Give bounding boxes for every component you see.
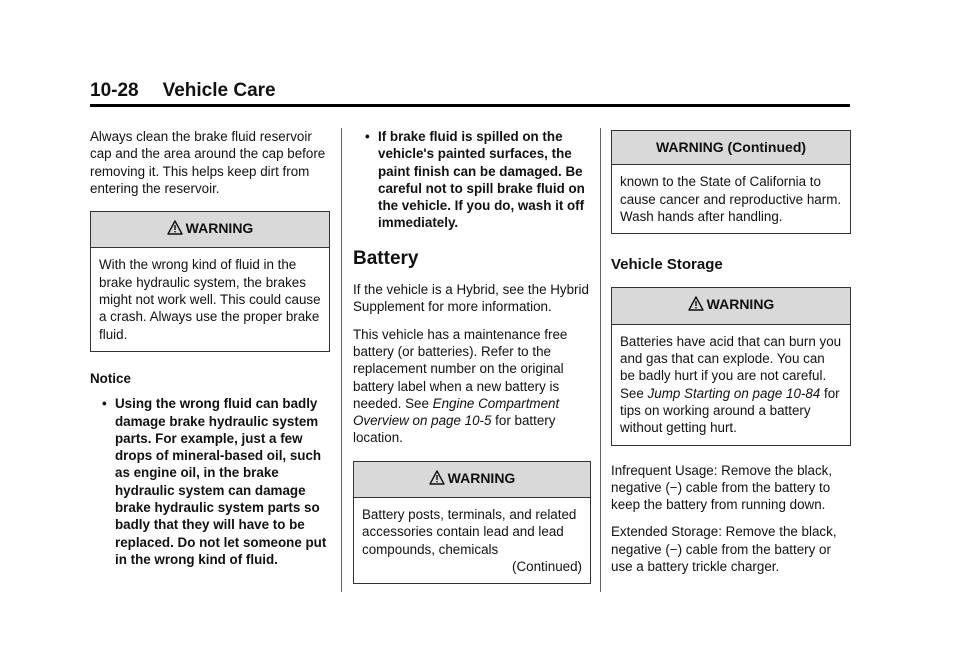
warning-box-brake-fluid [90, 211, 330, 352]
warning-title: WARNING [185, 220, 254, 237]
warning-body: Battery posts, terminals, and related accessories contain lead and lead compounds, chemicals [362, 507, 577, 557]
warning-header [91, 212, 329, 248]
bullet-icon: • [365, 129, 370, 144]
notice-bullet [90, 395, 330, 568]
column-2 [353, 128, 591, 600]
warning-body: Batteries have acid that can burn you and gas that can explode. You can be badly hurt if you are not careful. See Jump Starting on page 10-84 for tips on working around a battery without getting hurt. [620, 333, 842, 436]
bullet-icon: • [102, 396, 107, 412]
warning-header [354, 462, 590, 498]
warning-title: WARNING [447, 469, 516, 486]
column-divider [341, 128, 342, 592]
notice-title: Notice [90, 370, 131, 386]
column-3 [611, 128, 851, 585]
warning-continued-body: known to the State of California to cause cancer and reproductive harm. Wash hands after handling. [620, 174, 842, 224]
warning-body: With the wrong kind of fluid in the brake hydraulic system, the brakes might not work well. This could cause a crash. Always use the proper brake fluid. [99, 257, 321, 342]
engine-compartment-link[interactable]: Engine Compartment Overview on page 10-5 [353, 395, 560, 429]
warning-title: WARNING [706, 296, 775, 313]
warning-icon [688, 296, 704, 315]
page-number: 10-28 [90, 80, 139, 101]
spill-bullet [353, 128, 591, 232]
continued-label: (Continued) [512, 558, 582, 574]
warning-box-battery-lead [353, 461, 591, 584]
battery-paragraph-2: This vehicle has a maintenance free battery (or batteries). Refer to the replacement number on the original battery label when a new battery is needed. See Engine Compartment Overview on page 10-5 for battery location. [353, 326, 568, 446]
vehicle-storage-heading: Vehicle Storage [611, 256, 723, 274]
header-rule [90, 104, 850, 107]
spill-bullet-text: If brake fluid is spilled on the vehicle's painted surfaces, the paint finish can be damaged. Be careful not to spill brake fluid on the vehicle. If you do, wash it off immediately. [378, 129, 585, 231]
warning-icon [167, 220, 183, 239]
warning-box-continued [611, 130, 851, 234]
intro-paragraph: Always clean the brake fluid reservoir cap and the area around the cap before removing it. This helps keep dirt from entering the reservoir. [90, 129, 326, 196]
infrequent-usage-paragraph: Infrequent Usage: Remove the black, negative (−) cable from the battery to keep the battery from running down. [611, 462, 833, 513]
warning-box-battery-acid [611, 287, 851, 445]
warning-icon [429, 470, 445, 489]
warning-header [612, 288, 850, 324]
column-1 [90, 128, 330, 568]
column-divider [600, 128, 601, 592]
page-header [90, 80, 276, 102]
battery-heading: Battery [353, 247, 419, 269]
notice-bullet-text: Using the wrong fluid can badly damage brake hydraulic system parts. For example, just a few drops of mineral-based oil, such as engine oil, in the brake hydraulic system can damage brake hydraulic system parts so badly that they will have to be replaced. Do not let someone put in the wrong kind of fluid. [115, 396, 327, 567]
jump-starting-link[interactable]: Jump Starting on page 10-84 [647, 385, 821, 401]
battery-paragraph-1: If the vehicle is a Hybrid, see the Hybrid Supplement for more information. [353, 282, 589, 315]
extended-storage-paragraph: Extended Storage: Remove the black, negative (−) cable from the battery or use a battery trickle charger. [611, 524, 837, 575]
section-title: Vehicle Care [162, 80, 276, 101]
warning-continued-header: WARNING (Continued) [612, 131, 850, 165]
